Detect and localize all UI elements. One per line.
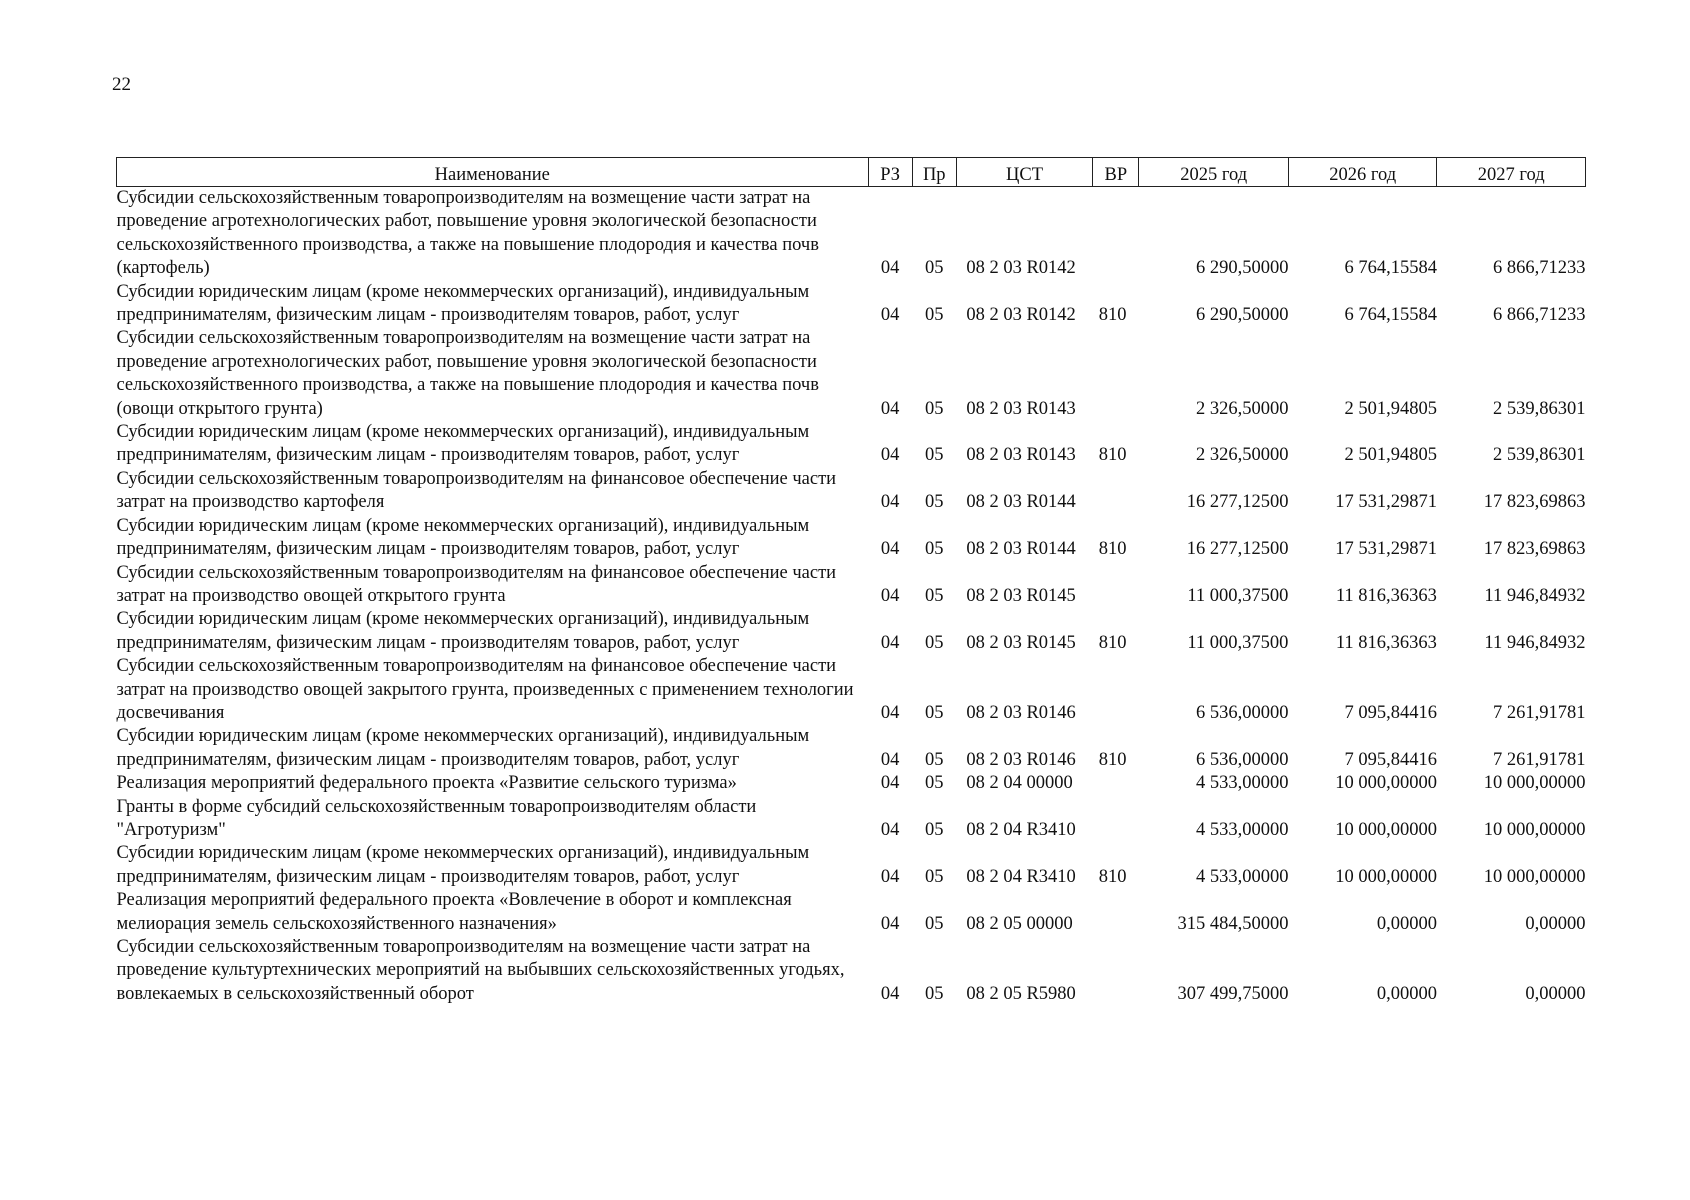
row-2026: 6 764,15584 bbox=[1344, 258, 1437, 279]
table-row bbox=[117, 281, 1586, 328]
table-row bbox=[117, 421, 1586, 468]
row-2025: 6 536,00000 bbox=[1195, 749, 1289, 770]
row-cst: 08 2 05 00000 bbox=[966, 913, 1073, 934]
row-2026: 10 000,00000 bbox=[1335, 866, 1437, 887]
row-2026: 0,00000 bbox=[1376, 983, 1437, 1004]
row-rz: 04 bbox=[880, 749, 900, 770]
row-2025: 11 000,37500 bbox=[1187, 585, 1289, 606]
row-rz: 04 bbox=[880, 913, 900, 934]
row-vr bbox=[1093, 327, 1139, 421]
row-cst: 08 2 04 00000 bbox=[966, 773, 1073, 794]
header-2027: 2027 год bbox=[1437, 158, 1586, 187]
row-2025: 6 290,50000 bbox=[1195, 305, 1289, 326]
row-2027: 2 539,86301 bbox=[1493, 445, 1586, 466]
row-cst: 08 2 05 R5980 bbox=[966, 983, 1076, 1004]
row-rz: 04 bbox=[880, 258, 900, 279]
row-2027: 17 823,69863 bbox=[1483, 492, 1586, 513]
row-2025: 4 533,00000 bbox=[1195, 866, 1289, 887]
row-vr bbox=[1093, 772, 1139, 795]
row-name: Реализация мероприятий федерального проекта «Развитие сельского туризма» bbox=[116, 773, 737, 794]
row-rz: 04 bbox=[880, 445, 900, 466]
row-2027: 0,00000 bbox=[1525, 983, 1586, 1004]
table-row bbox=[117, 772, 1586, 795]
row-rz: 04 bbox=[880, 585, 900, 606]
table-row bbox=[117, 796, 1586, 843]
row-2025: 4 533,00000 bbox=[1195, 773, 1289, 794]
row-pr: 05 bbox=[925, 702, 944, 723]
table-row bbox=[117, 327, 1586, 421]
row-2025: 4 533,00000 bbox=[1195, 819, 1289, 840]
row-2026: 17 531,29871 bbox=[1335, 539, 1437, 560]
row-name: Субсидии сельскохозяйственным товаропроизводителям на возмещение части затрат на проведение культуртехнических мероприятий на выбывших сельскохозяйственных угодьях, вовлекаемых в сельскохозяйственный оборот bbox=[116, 937, 845, 1004]
row-2026: 10 000,00000 bbox=[1335, 819, 1437, 840]
row-name: Субсидии сельскохозяйственным товаропроизводителям на возмещение части затрат на проведение агротехнологических работ, повышение уровня экологической безопасности сельскохозяйственного производства, а также на повышение плодородия и качества почв (овощи открытого грунта) bbox=[116, 328, 819, 419]
row-name: Субсидии сельскохозяйственным товаропроизводителям на возмещение части затрат на проведение агротехнологических работ, повышение уровня экологической безопасности сельскохозяйственного производства, а также на повышение плодородия и качества почв (картофель) bbox=[116, 188, 819, 279]
row-rz: 04 bbox=[880, 702, 900, 723]
row-pr: 05 bbox=[925, 258, 944, 279]
table-header-row bbox=[117, 158, 1586, 187]
row-name: Субсидии юридическим лицам (кроме некоммерческих организаций), индивидуальным предпринимателям, физическим лицам - производителям товаров, работ, услуг bbox=[116, 422, 810, 466]
row-rz: 04 bbox=[880, 632, 900, 653]
row-2026: 2 501,94805 bbox=[1344, 398, 1437, 419]
row-rz: 04 bbox=[880, 492, 900, 513]
table-row bbox=[117, 655, 1586, 725]
table-row bbox=[117, 468, 1586, 515]
row-2026: 17 531,29871 bbox=[1335, 492, 1437, 513]
header-name: Наименование bbox=[117, 158, 869, 187]
header-2025: 2025 год bbox=[1139, 158, 1289, 187]
header-2026: 2026 год bbox=[1288, 158, 1437, 187]
row-rz: 04 bbox=[880, 305, 900, 326]
row-2027: 6 866,71233 bbox=[1493, 305, 1586, 326]
row-name: Реализация мероприятий федерального проекта «Вовлечение в оборот и комплексная мелиорация земель сельскохозяйственного назначения» bbox=[116, 890, 792, 934]
row-cst: 08 2 04 R3410 bbox=[966, 819, 1076, 840]
budget-table bbox=[116, 157, 1586, 1006]
row-rz: 04 bbox=[880, 819, 900, 840]
table-row bbox=[117, 936, 1586, 1006]
row-2025: 307 499,75000 bbox=[1177, 983, 1289, 1004]
row-cst: 08 2 03 R0142 bbox=[966, 258, 1076, 279]
row-pr: 05 bbox=[925, 749, 944, 770]
row-2027: 11 946,84932 bbox=[1484, 632, 1586, 653]
row-name: Субсидии юридическим лицам (кроме некоммерческих организаций), индивидуальным предпринимателям, физическим лицам - производителям товаров, работ, услуг bbox=[116, 281, 810, 326]
row-2026: 6 764,15584 bbox=[1344, 305, 1437, 326]
table-row bbox=[117, 842, 1586, 889]
row-2027: 7 261,91781 bbox=[1493, 702, 1586, 723]
row-cst: 08 2 03 R0145 bbox=[966, 585, 1076, 606]
table-row bbox=[117, 889, 1586, 936]
row-rz: 04 bbox=[880, 866, 900, 887]
row-2026: 11 816,36363 bbox=[1335, 632, 1437, 653]
header-rz: РЗ bbox=[868, 158, 912, 187]
row-pr: 05 bbox=[925, 983, 944, 1004]
header-cst: ЦСТ bbox=[956, 158, 1092, 187]
row-vr bbox=[1093, 187, 1139, 281]
row-2025: 2 326,50000 bbox=[1195, 445, 1289, 466]
row-cst: 08 2 03 R0145 bbox=[966, 632, 1076, 653]
row-vr: 810 bbox=[1098, 749, 1127, 770]
row-2027: 17 823,69863 bbox=[1483, 539, 1586, 560]
row-pr: 05 bbox=[925, 305, 944, 326]
row-2025: 2 326,50000 bbox=[1195, 398, 1289, 419]
row-2025: 315 484,50000 bbox=[1177, 913, 1289, 934]
row-rz: 04 bbox=[880, 983, 900, 1004]
row-name: Субсидии юридическим лицам (кроме некоммерческих организаций), индивидуальным предпринимателям, физическим лицам - производителям товаров, работ, услуг bbox=[116, 726, 810, 770]
row-rz: 04 bbox=[880, 773, 900, 794]
row-2026: 11 816,36363 bbox=[1335, 585, 1437, 606]
row-cst: 08 2 04 R3410 bbox=[966, 866, 1076, 887]
row-pr: 05 bbox=[925, 632, 944, 653]
row-2027: 11 946,84932 bbox=[1484, 585, 1586, 606]
row-name: Субсидии сельскохозяйственным товаропроизводителям на финансовое обеспечение части затрат на производство картофеля bbox=[116, 468, 837, 513]
row-vr bbox=[1093, 796, 1139, 843]
row-vr: 810 bbox=[1098, 632, 1127, 653]
row-vr bbox=[1093, 562, 1139, 609]
row-2025: 16 277,12500 bbox=[1186, 539, 1289, 560]
row-cst: 08 2 03 R0143 bbox=[966, 445, 1076, 466]
row-vr: 810 bbox=[1098, 866, 1127, 887]
row-name: Субсидии юридическим лицам (кроме некоммерческих организаций), индивидуальным предпринимателям, физическим лицам - производителям товаров, работ, услуг bbox=[116, 609, 810, 653]
row-pr: 05 bbox=[925, 398, 944, 419]
row-2027: 10 000,00000 bbox=[1483, 773, 1586, 794]
row-2026: 0,00000 bbox=[1376, 913, 1437, 934]
row-name: Субсидии юридическим лицам (кроме некоммерческих организаций), индивидуальным предпринимателям, физическим лицам - производителям товаров, работ, услуг bbox=[116, 515, 810, 560]
header-vr: ВР bbox=[1093, 158, 1139, 187]
row-pr: 05 bbox=[925, 585, 944, 606]
row-pr: 05 bbox=[925, 773, 944, 794]
row-vr: 810 bbox=[1098, 445, 1127, 466]
row-cst: 08 2 03 R0144 bbox=[966, 492, 1076, 513]
row-2027: 6 866,71233 bbox=[1493, 258, 1586, 279]
row-name: Субсидии сельскохозяйственным товаропроизводителям на финансовое обеспечение части затрат на производство овощей закрытого грунта, произведенных с применением технологии досвечивания bbox=[116, 656, 854, 723]
row-cst: 08 2 03 R0144 bbox=[966, 539, 1076, 560]
row-2026: 2 501,94805 bbox=[1344, 445, 1437, 466]
row-pr: 05 bbox=[925, 539, 944, 560]
row-2025: 6 536,00000 bbox=[1195, 702, 1289, 723]
page-number: 22 bbox=[112, 74, 131, 95]
row-pr: 05 bbox=[925, 492, 944, 513]
row-vr bbox=[1093, 468, 1139, 515]
row-cst: 08 2 03 R0146 bbox=[966, 702, 1076, 723]
row-2026: 7 095,84416 bbox=[1344, 702, 1437, 723]
row-2027: 7 261,91781 bbox=[1493, 749, 1586, 770]
row-name: Субсидии сельскохозяйственным товаропроизводителям на финансовое обеспечение части затрат на производство овощей открытого грунта bbox=[116, 562, 837, 606]
row-2026: 7 095,84416 bbox=[1344, 749, 1437, 770]
row-vr: 810 bbox=[1098, 305, 1127, 326]
row-cst: 08 2 03 R0146 bbox=[966, 749, 1076, 770]
row-rz: 04 bbox=[880, 398, 900, 419]
table-row bbox=[117, 725, 1586, 772]
row-cst: 08 2 03 R0143 bbox=[966, 398, 1076, 419]
row-pr: 05 bbox=[925, 445, 944, 466]
table-row bbox=[117, 562, 1586, 609]
row-2027: 2 539,86301 bbox=[1493, 398, 1586, 419]
row-rz: 04 bbox=[880, 539, 900, 560]
table-row bbox=[117, 608, 1586, 655]
row-pr: 05 bbox=[925, 819, 944, 840]
row-2026: 10 000,00000 bbox=[1335, 773, 1437, 794]
row-2027: 10 000,00000 bbox=[1483, 819, 1586, 840]
row-pr: 05 bbox=[925, 913, 944, 934]
row-cst: 08 2 03 R0142 bbox=[966, 305, 1076, 326]
row-2025: 11 000,37500 bbox=[1187, 632, 1289, 653]
row-2027: 10 000,00000 bbox=[1483, 866, 1586, 887]
row-name: Субсидии юридическим лицам (кроме некоммерческих организаций), индивидуальным предпринимателям, физическим лицам - производителям товаров, работ, услуг bbox=[116, 843, 810, 887]
row-vr bbox=[1093, 936, 1139, 1006]
header-pr: Пр bbox=[912, 158, 956, 187]
row-2027: 0,00000 bbox=[1525, 913, 1586, 934]
row-vr: 810 bbox=[1098, 539, 1127, 560]
row-2025: 16 277,12500 bbox=[1186, 492, 1289, 513]
row-vr bbox=[1093, 889, 1139, 936]
row-2025: 6 290,50000 bbox=[1195, 258, 1289, 279]
table-row bbox=[117, 515, 1586, 562]
row-name: Гранты в форме субсидий сельскохозяйственным товаропроизводителям области "Агротуризм" bbox=[116, 796, 757, 840]
row-pr: 05 bbox=[925, 866, 944, 887]
row-vr bbox=[1093, 655, 1139, 725]
table-row bbox=[117, 187, 1586, 281]
